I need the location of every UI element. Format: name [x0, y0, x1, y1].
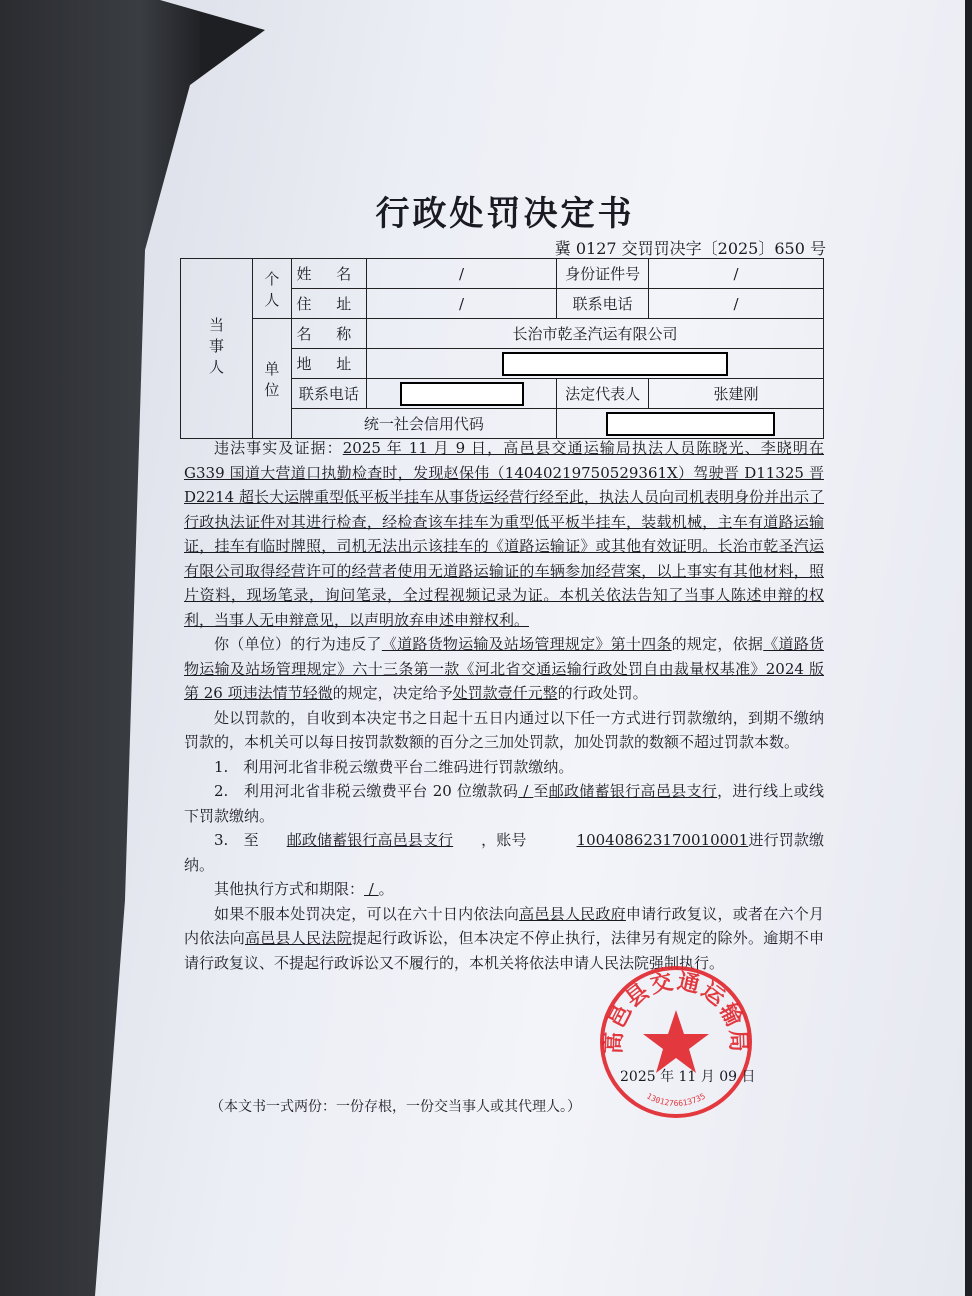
violation-text: 你（单位）的行为违反了: [214, 635, 382, 653]
violated-law: 《道路货物运输及站场管理规定》第十四条: [381, 635, 672, 653]
payment-method-2: [184, 779, 824, 828]
phone-value: /: [649, 289, 824, 319]
phone-label: 联系电话: [557, 289, 649, 319]
org-phone-value: [366, 379, 556, 409]
penalty-amount: 处罚款壹仟元整: [452, 684, 558, 702]
svg-text:高邑县交通运输局: 高邑县交通运输局: [601, 969, 751, 1055]
document-title: 行政处罚决定书: [375, 194, 635, 234]
redaction-box: [502, 352, 728, 376]
pay-bank: 邮政储蓄银行高邑县支行: [286, 831, 454, 849]
document-body: [184, 436, 824, 975]
redaction-box: [400, 382, 524, 406]
payment-method-1: 1. 利用河北省非税云缴费平台二维码进行罚款缴纳。: [214, 757, 574, 776]
facts-paragraph: [184, 436, 824, 632]
review-text: 提起行政诉讼，但本决定不停止执行，法律另有规定的除外。逾期不申请行政复议、不提起行政诉讼又不履行的，本机关将依法申请人民法院强制执行。: [184, 929, 824, 972]
issue-date: 2025 年 11 月 09 日: [620, 1069, 756, 1085]
footnote: （本文书一式两份：一份存根，一份交当事人或其代理人。）: [210, 1099, 581, 1115]
legal-rep-label: 法定代表人: [557, 379, 649, 409]
document-number: 冀 0127 交罚罚决字〔2025〕650 号: [554, 239, 826, 258]
violation-text: 的行政处罚。: [557, 684, 648, 702]
party-label: 当事人: [181, 259, 253, 439]
payment-intro: 处以罚款的，自收到本决定书之日起十五日内通过以下任一方式进行罚款缴纳，到期不缴纳罚款的，本机关可以每日按罚款数额的百分之三加处罚款，加处罚款的数额不超过罚款本数。: [184, 708, 824, 751]
org-name-value: 长治市乾圣汽运有限公司: [366, 319, 823, 349]
name-value: /: [366, 259, 556, 289]
name-label: 姓 名: [291, 259, 366, 289]
credit-code-label: 统一社会信用代码: [291, 409, 556, 439]
violation-paragraph: [184, 632, 824, 706]
facts-lead: 违法事实及证据：: [214, 439, 343, 457]
id-value: /: [649, 259, 824, 289]
pay-text: 进行罚款缴纳。: [184, 831, 824, 874]
review-text: 申请行政复议，或者在六个月内依法向: [184, 904, 824, 947]
violation-text: 的规定，依据: [671, 635, 764, 653]
review-court: 高邑县人民法院: [244, 929, 352, 947]
facts-text: 2025 年 11 月 9 日，高邑县交通运输局执法人员陈晓光、李晓明在G339 国道大营道口执勤检查时，发现赵保伟（14040219750529361X）驾驶晋 D11325 晋D2214 超长大运牌重型低平板半挂车从事货运经营行经至此，执法人员向司机表明身份并出示了行政执法证件对其进行检查，经检查该车挂车为重型低平板半挂车，装载机械，主车有道路运输证，挂车有临时牌照，司机无法出示该挂车的《道路运输证》或其他有效证明。长治市乾圣汽运有限公司取得经营许可的经营者使用无道路运输证的车辆参加经营案，以上事实有其他材料，照片资料，现场笔录，询问笔录，全过程视频记录为证。本机关依法告知了当事人陈述申辩的权利，当事人无申辩意见，以声明放弃申述申辩权利。: [184, 439, 824, 629]
other-value: /: [364, 880, 379, 898]
individual-label: 个人: [253, 259, 292, 319]
address-label: 住 址: [291, 289, 366, 319]
pay-text: ，进行线上或线下罚款缴纳。: [184, 782, 824, 825]
org-address-label: 地 址: [291, 349, 366, 379]
pay-text: ，账号: [481, 831, 527, 849]
pay-code: /: [518, 782, 534, 800]
redaction-box: [606, 412, 775, 436]
svg-text:1301276613735: 1301276613735: [645, 1091, 707, 1108]
org-name-label: 名 称: [291, 319, 366, 349]
basis-law: 《道路货物运输及站场管理规定》六十三条第一款《河北省交通运输行政处罚自由裁量权基准》2024 版第 26 项违法情节轻微: [184, 635, 824, 702]
account-number: 100408623170010001: [576, 831, 749, 849]
other-execution: [184, 877, 824, 902]
payment-method-3: [184, 828, 824, 877]
pay-text: 2. 利用河北省非税云缴费平台 20 位缴款码: [214, 782, 519, 800]
id-label: 身份证件号: [557, 259, 649, 289]
other-text: 其他执行方式和期限：: [214, 880, 365, 898]
party-info-table: [180, 258, 824, 439]
other-text: 。: [378, 880, 394, 898]
legal-rep-value: 张建刚: [649, 379, 824, 409]
org-address-value: [366, 349, 823, 379]
review-text: 如果不服本处罚决定，可以在六十日内依法向: [214, 904, 520, 923]
pay-text: 至: [533, 782, 549, 800]
pay-text: 3. 至: [214, 831, 259, 849]
address-value: /: [366, 289, 556, 319]
official-seal-stamp: [596, 962, 756, 1122]
org-phone-label: 联系电话: [291, 379, 366, 409]
unit-label: 单位: [253, 319, 292, 439]
pay-bank: 邮政储蓄银行高邑县支行: [548, 782, 718, 800]
review-government: 高邑县人民政府: [519, 904, 626, 923]
credit-code-value: [557, 409, 824, 439]
violation-text: 的规定，决定给予: [332, 684, 453, 702]
